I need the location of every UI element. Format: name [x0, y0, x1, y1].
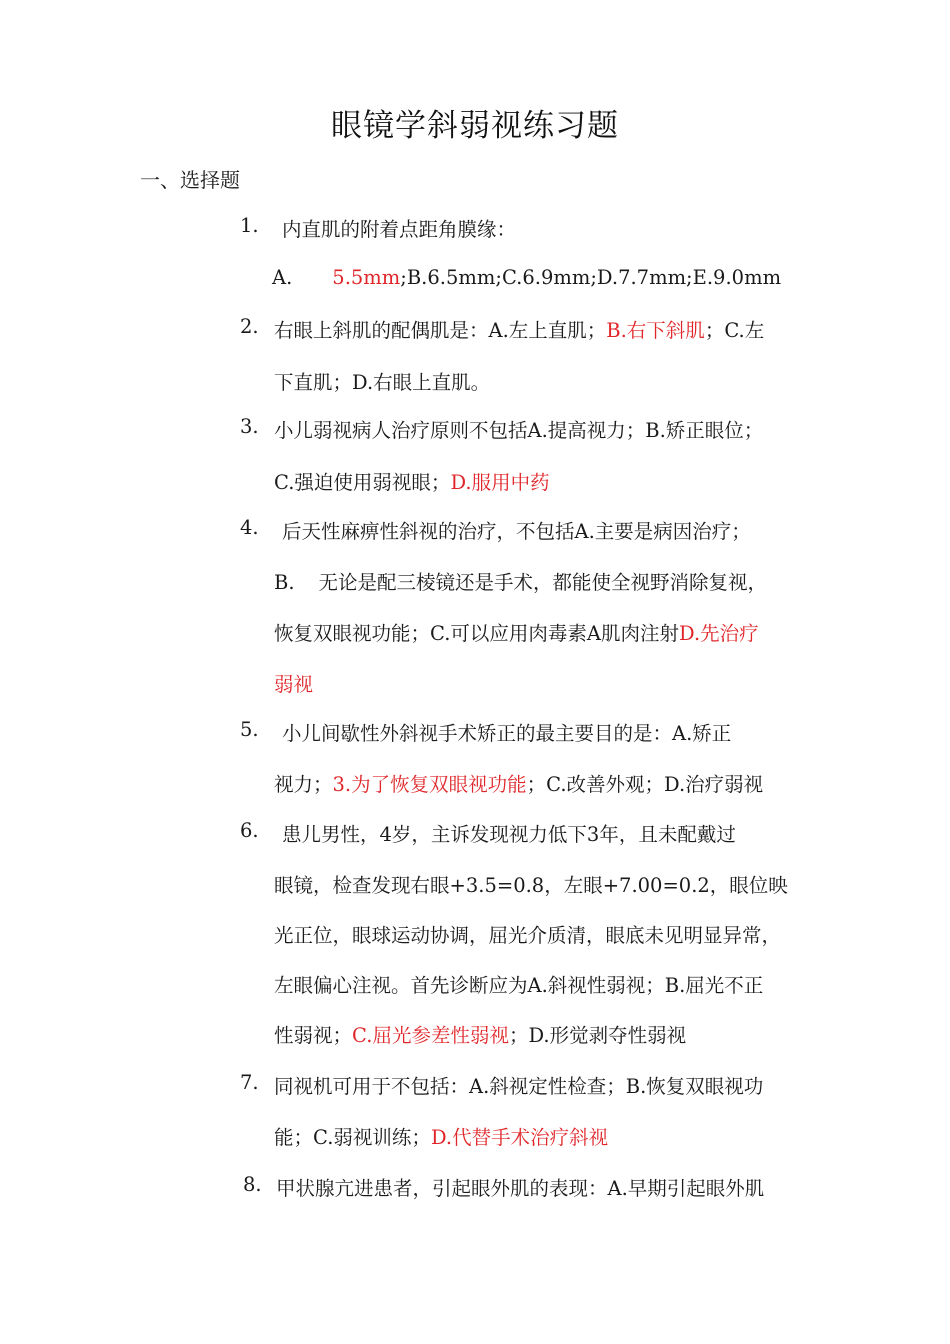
question-number: 8.	[243, 1173, 262, 1196]
question-line: 小儿间歇性外斜视手术矫正的最主要目的是：A.矫正	[282, 722, 732, 745]
question-number: 4.	[240, 516, 259, 539]
question-line: 眼镜，检查发现右眼+3.5=0.8，左眼+7.00=0.2，眼位映	[274, 874, 788, 897]
question-line: 后天性麻痹性斜视的治疗，不包括A.主要是病因治疗；	[282, 520, 751, 543]
question-line: 左眼偏心注视。首先诊断应为A.斜视性弱视；B.屈光不正	[274, 974, 764, 997]
correct-answer: D.服用中药	[450, 471, 550, 494]
document-title: 眼镜学斜弱视练习题	[331, 108, 619, 144]
correct-answer: C.屈光参差性弱视	[352, 1024, 509, 1047]
question-number: 2.	[240, 315, 259, 338]
question-line: 内直肌的附着点距角膜缘：	[282, 218, 517, 241]
correct-answer: 弱视	[274, 673, 314, 696]
question-line: C.强迫使用弱视眼；D.服用中药	[274, 471, 550, 494]
correct-answer: D.代替手术治疗斜视	[430, 1126, 609, 1149]
question-line: 下直肌；D.右眼上直肌。	[274, 371, 491, 394]
question-line: 能；C.弱视训练；D.代替手术治疗斜视	[274, 1126, 609, 1149]
question-number: 6.	[240, 819, 259, 842]
question-line: 性弱视；C.屈光参差性弱视；D.形觉剥夺性弱视	[274, 1024, 687, 1047]
question-number: 5.	[240, 718, 259, 741]
question-number: 3.	[240, 415, 259, 438]
question-line: A. 5.5mm;B.6.5mm;C.6.9mm;D.7.7mm;E.9.0mm	[272, 266, 782, 289]
correct-answer: 5.5mm	[332, 266, 401, 289]
question-line: 视力；3.为了恢复双眼视功能；C.改善外观；D.治疗弱视	[274, 773, 764, 796]
correct-answer: B.右下斜肌	[606, 319, 705, 342]
question-line: 小儿弱视病人治疗原则不包括A.提高视力；B.矫正眼位；	[274, 419, 764, 442]
question-line: 患儿男性，4岁，主诉发现视力低下3年，且未配戴过	[282, 823, 736, 846]
question-line: 右眼上斜肌的配偶肌是：A.左上直肌；B.右下斜肌；C.左	[274, 319, 765, 342]
question-line: 甲状腺亢进患者，引起眼外肌的表现：A.早期引起眼外肌	[276, 1177, 765, 1200]
question-line: B. 无论是配三棱镜还是手术，都能使全视野消除复视，	[274, 571, 768, 594]
correct-answer: D.先治疗	[679, 622, 759, 645]
question-number: 7.	[240, 1071, 259, 1094]
question-number: 1.	[240, 214, 259, 237]
section-heading: 一、选择题	[140, 168, 240, 192]
correct-answer: 3.为了恢复双眼视功能	[332, 773, 527, 796]
question-line: 光正位，眼球运动协调，屈光介质清，眼底未见明显异常，	[274, 924, 782, 947]
question-line: 恢复双眼视功能；C.可以应用肉毒素A肌肉注射D.先治疗	[274, 622, 759, 645]
question-line: 同视机可用于不包括：A.斜视定性检查；B.恢复双眼视功	[274, 1075, 764, 1098]
